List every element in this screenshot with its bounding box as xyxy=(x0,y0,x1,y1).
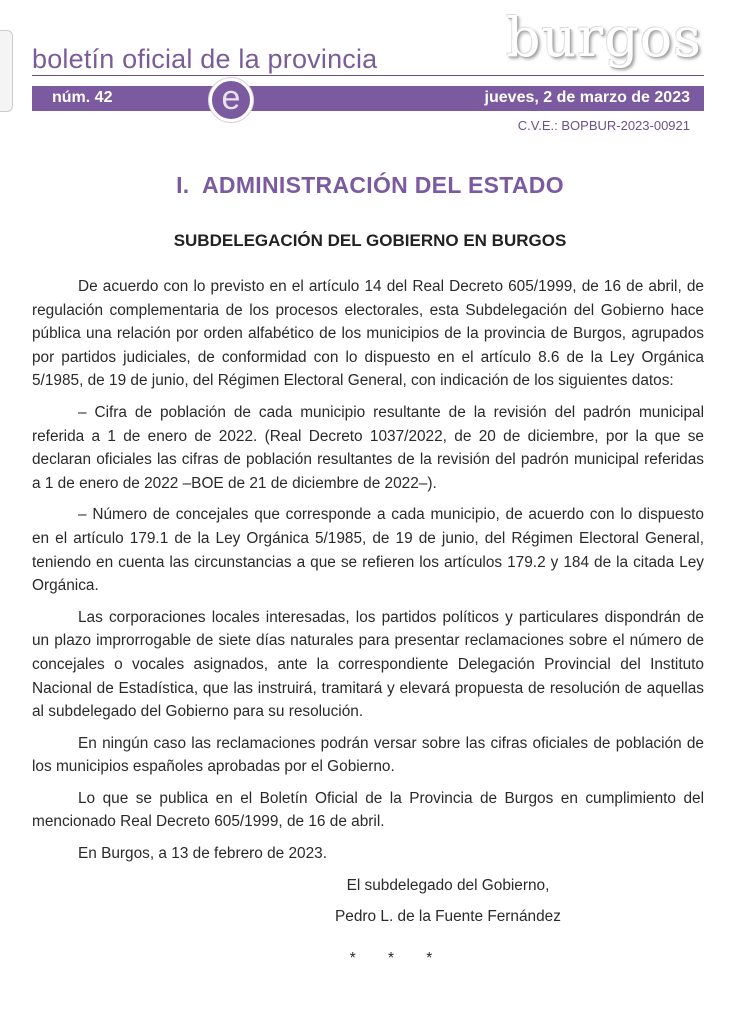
subsection-title: SUBDELEGACIÓN DEL GOBIERNO EN BURGOS xyxy=(173,231,567,250)
section-title: I. ADMINISTRACIÓN DEL ESTADO xyxy=(176,172,564,198)
issue-number: núm. 42 xyxy=(52,89,113,106)
paragraph: En ningún caso las reclamaciones podrán versar sobre las cifras oficiales de población de los municipios españoles aprobadas por el Gobierno. xyxy=(32,734,704,776)
coat-of-arms-icon xyxy=(0,30,13,112)
paragraph: De acuerdo con lo previsto en el artículo 14 del Real Decreto 605/1999, de 16 de abril, de regulación complementaria de los procesos electorales, esta Subdelegación del Gobierno hace pública una relación por orden alfabético de los municipios de la provincia de Burgos, agrupados por partidos judiciales, de conformidad con lo dispuesto en el artículo 8.6 de la Ley Orgánica 5/1985, de 19 de junio, del Régimen Electoral General, con indicación de los siguientes datos: xyxy=(32,278,704,390)
signature-role: El subdelegado del Gobierno, xyxy=(346,876,550,894)
end-mark: * * * xyxy=(349,949,447,967)
paragraph: Las corporaciones locales interesadas, los partidos políticos y particulares dispondrán de un plazo improrrogable de siete días naturales para presentar reclamaciones sobre el número de concejales o vocales asignados, ante la correspondiente Delegación Provincial del Instituto Nacional de Estadística, que las instruirá, tramitará y elevará propuesta de resolución de aquellas al subdelegado del Gobierno para su resolución. xyxy=(32,608,704,721)
title-divider xyxy=(32,75,704,76)
e-badge-icon: e xyxy=(209,78,253,122)
province-logo: burgos xyxy=(506,6,702,69)
document-body xyxy=(32,275,704,978)
paragraph: En Burgos, a 13 de febrero de 2023. xyxy=(78,845,327,863)
paragraph: – Número de concejales que corresponde a cada municipio, de acuerdo con lo dispuesto en el artículo 179.1 de la Ley Orgánica 5/1985, de 19 de junio, del Régimen Electoral General, teniendo en cuenta las circunstancias a que se refieren los artículos 179.2 y 184 de la citada Ley Orgánica. xyxy=(32,506,704,595)
bulletin-title: boletín oficial de la provincia xyxy=(32,44,378,74)
cve-code: C.V.E.: BOPBUR-2023-00921 xyxy=(517,118,690,133)
signature-name: Pedro L. de la Fuente Fernández xyxy=(335,908,561,926)
issue-date: jueves, 2 de marzo de 2023 xyxy=(484,89,690,106)
paragraph: Lo que se publica en el Boletín Oficial de la Provincia de Burgos en cumplimiento del mencionado Real Decreto 605/1999, de 16 de abril. xyxy=(32,789,704,831)
paragraph: – Cifra de población de cada municipio resultante de la revisión del padrón municipal referida a 1 de enero de 2022. (Real Decreto 1037/2022, de 20 de diciembre, por la que se declaran oficiales las cifras de población resultantes de la revisión del padrón municipal referidas a 1 de enero de 2022 –BOE de 21 de diciembre de 2022–). xyxy=(32,403,704,492)
